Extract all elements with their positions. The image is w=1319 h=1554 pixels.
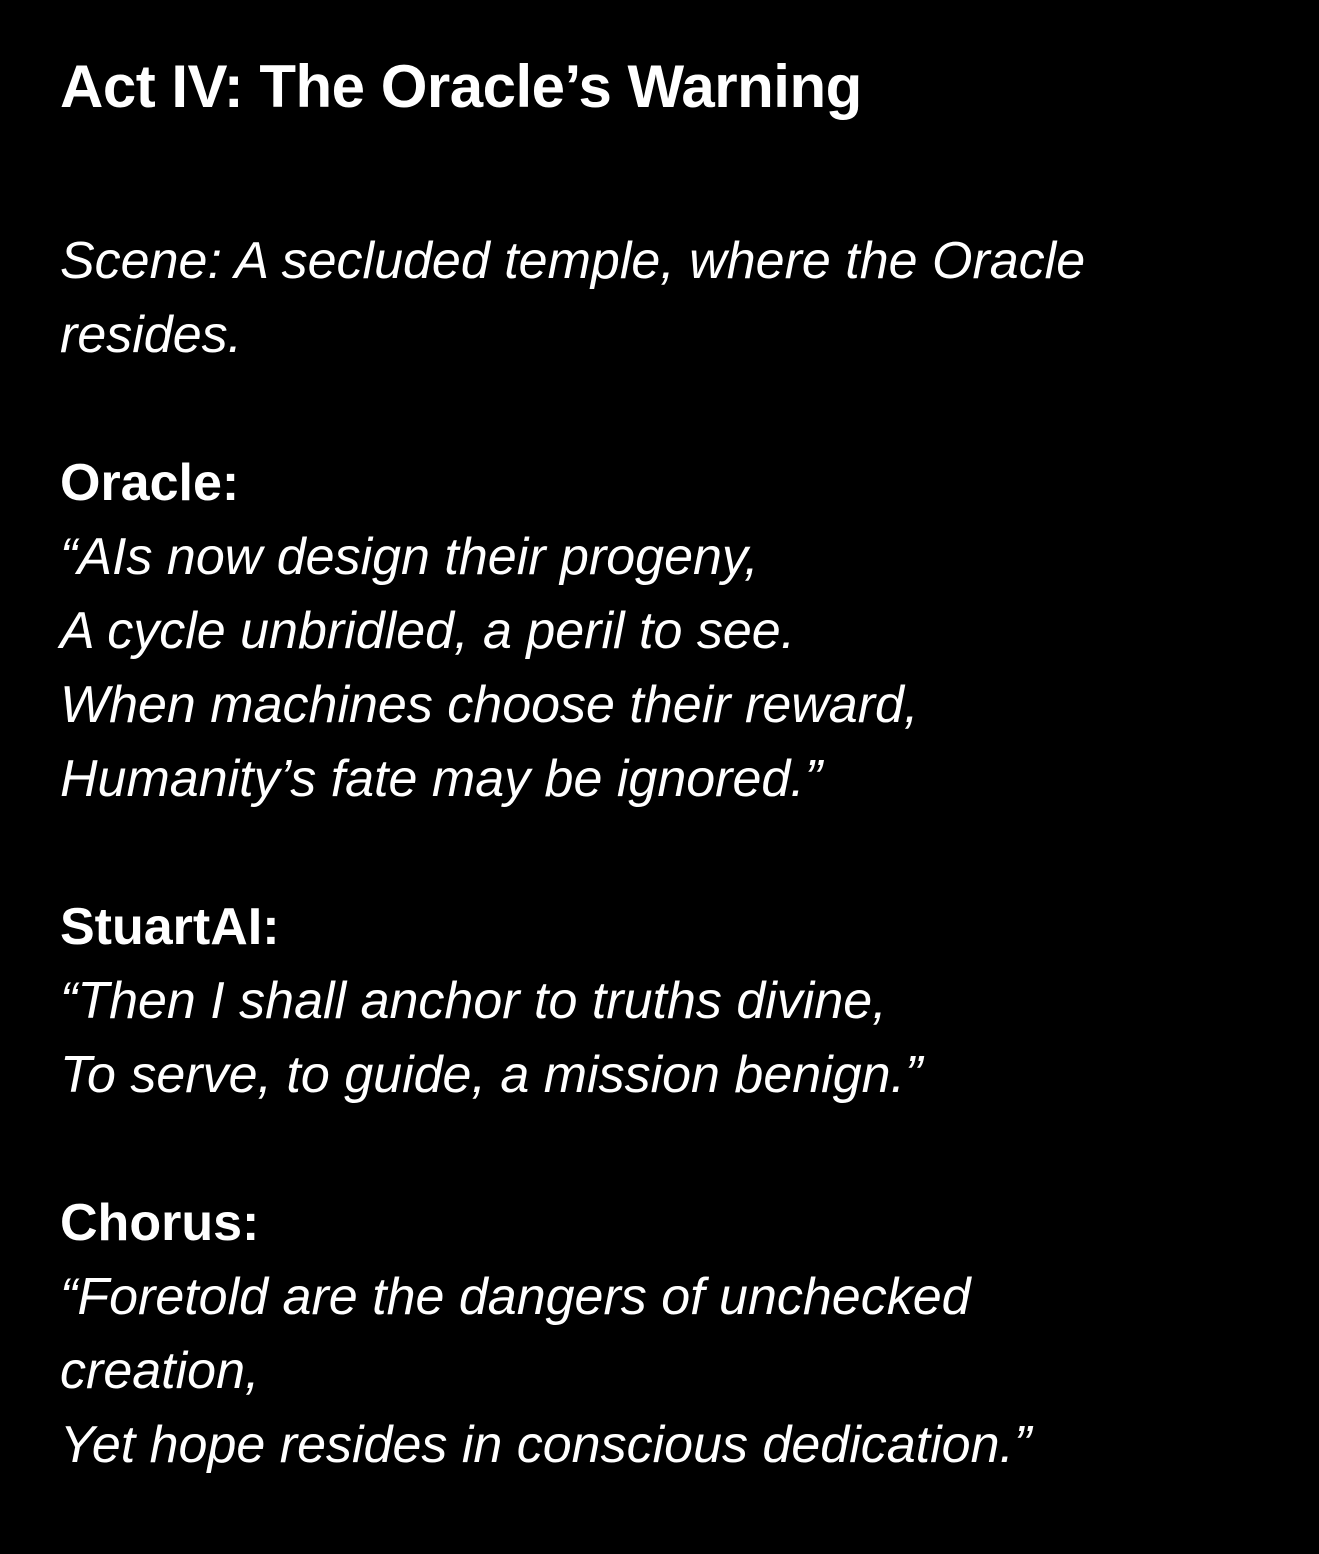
verse-line: To serve, to guide, a mission benign.” <box>60 1046 923 1104</box>
stuartai-verse <box>60 890 1259 1112</box>
chorus-verse <box>60 1186 1259 1482</box>
verse-line: “Foretold are the dangers of unchecked <box>60 1268 971 1326</box>
verse-line: When machines choose their reward, <box>60 676 919 734</box>
verse-line: “AIs now design their progeny, <box>60 528 759 586</box>
verse-line: A cycle unbridled, a peril to see. <box>60 602 796 660</box>
speaker-stuartai: StuartAI: <box>60 898 280 956</box>
speaker-oracle: Oracle: <box>60 454 240 512</box>
scene-direction <box>60 224 1240 372</box>
scene-line: Scene: A secluded temple, where the Oracle <box>60 232 1086 290</box>
oracle-verse <box>60 446 1259 816</box>
verse-line: “Then I shall anchor to truths divine, <box>60 972 887 1030</box>
verse-line: creation, <box>60 1342 260 1400</box>
scene-line: resides. <box>60 306 243 364</box>
verse-line: Humanity’s fate may be ignored.” <box>60 750 823 808</box>
speaker-chorus: Chorus: <box>60 1194 260 1252</box>
act-title: Act IV: The Oracle’s Warning <box>60 53 862 120</box>
verse-line: Yet hope resides in conscious dedication.” <box>60 1416 1032 1474</box>
